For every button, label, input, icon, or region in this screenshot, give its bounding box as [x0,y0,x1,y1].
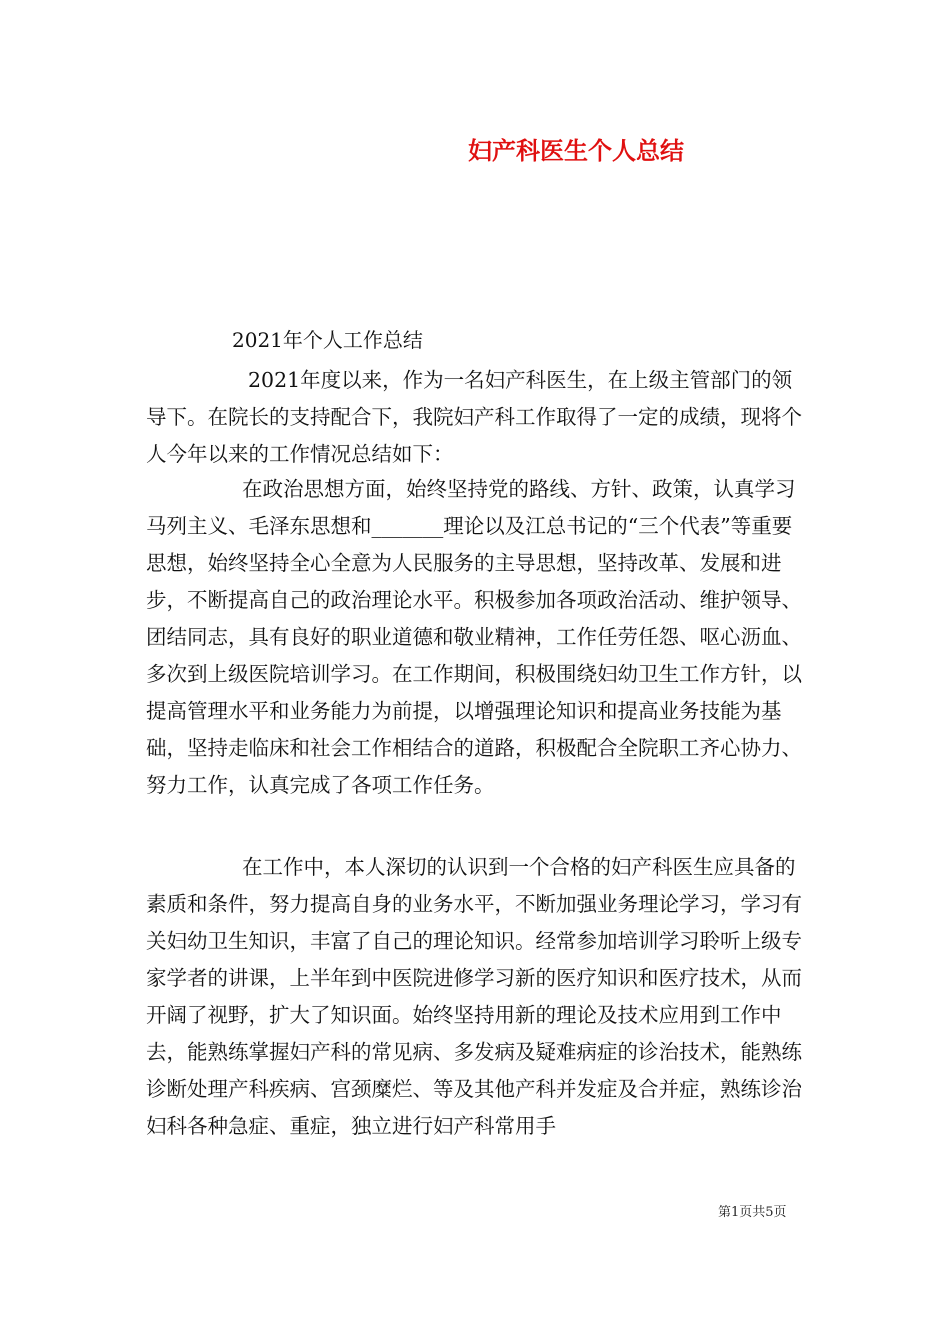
document-title: 妇产科医生个人总结 [468,136,684,165]
paragraph-work: 在工作中，本人深切的认识到一个合格的妇产科医生应具备的素质和条件，努力提高自身的业务水平，不断加强业务理论学习，学习有关妇幼卫生知识，丰富了自己的理论知识。经常参加培训学习聆听上级专家学者的讲课，上半年到中医院进修学习新的医疗知识和医疗技术，从而开阔了视野，扩大了知识面。始终坚持用新的理论及技术应用到工作中去，能熟练掌握妇产科的常见病、多发病及疑难病症的诊治技术，能熟练诊断处理产科疾病、宫颈糜烂、等及其他产科并发症及合并症，熟练诊治妇科各种急症、重症，独立进行妇产科常用手 [146,855,802,1138]
paragraph-intro: 2021年度以来，作为一名妇产科医生，在上级主管部门的领导下。在院长的支持配合下，我院妇产科工作取得了一定的成绩，现将个人今年以来的工作情况总结如下： [146,368,802,466]
paragraph-political: 在政治思想方面，始终坚持党的路线、方针、政策，认真学习马列主义、毛泽东思想和_______理论以及江总书记的“三个代表”等重要思想，始终坚持全心全意为人民服务的主导思想，坚持改革、发展和进步，不断提高自己的政治理论水平。积极参加各项政治活动、维护领导、团结同志，具有良好的职业道德和敬业精神，工作任劳任怨、呕心沥血、多次到上级医院培训学习。在工作期间，积极围绕妇幼卫生工作方针，以提高管理水平和业务能力为前提，以增强理论知识和提高业务技能为基础，坚持走临床和社会工作相结合的道路，积极配合全院职工齐心协力、努力工作，认真完成了各项工作任务。 [146,477,802,797]
page-number-footer: 第1页共5页 [718,1205,787,1220]
document-subtitle: 2021年个人工作总结 [232,328,423,352]
